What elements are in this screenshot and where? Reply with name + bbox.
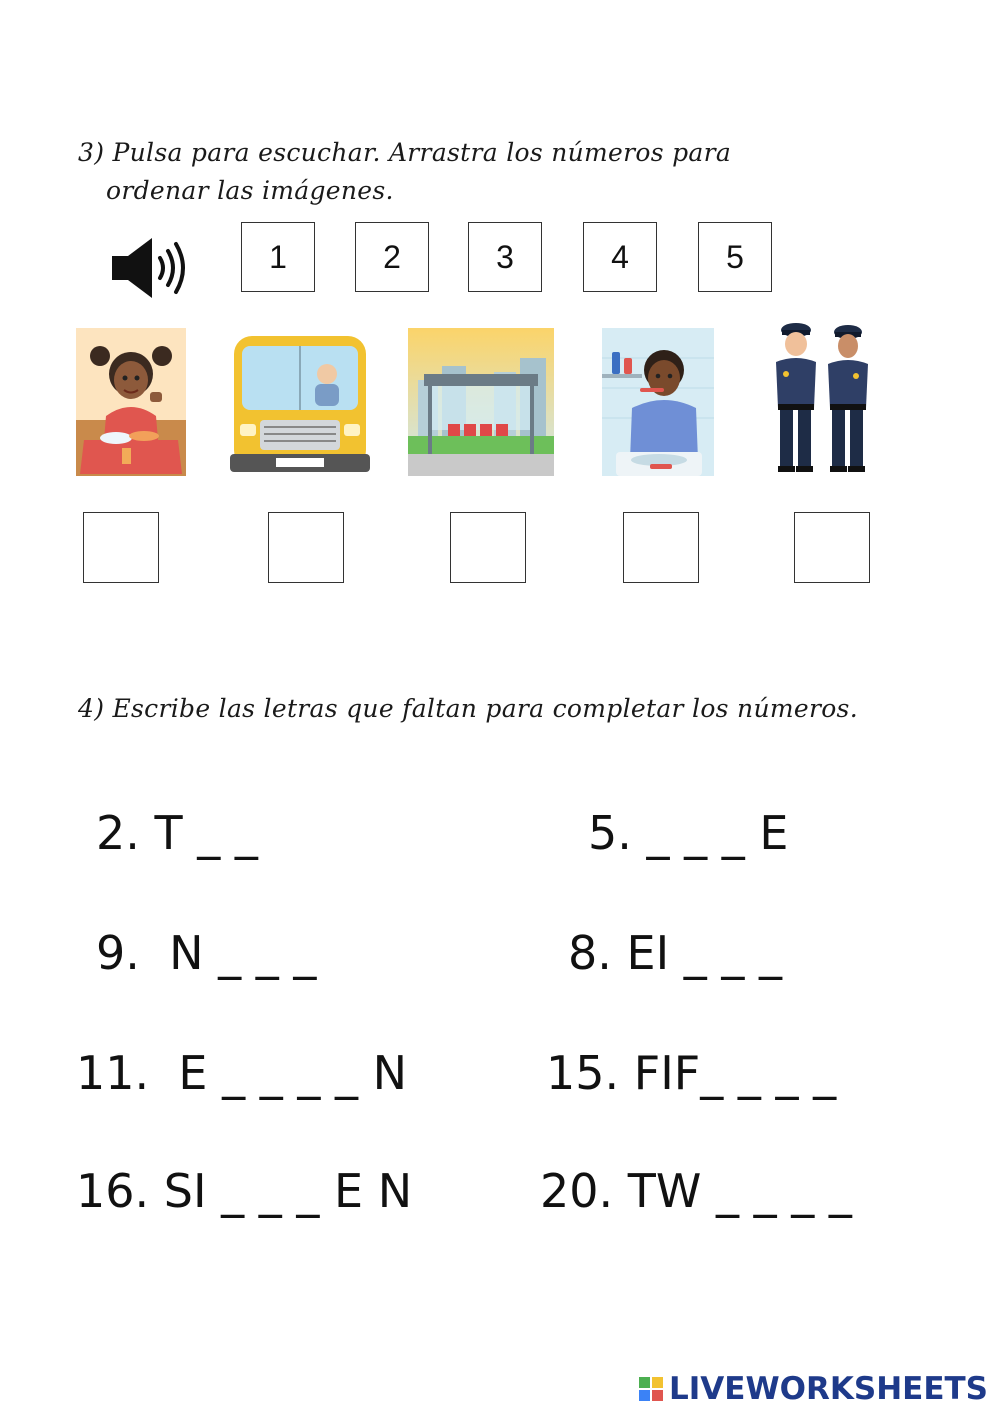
bus-stop-image bbox=[408, 328, 554, 476]
speaker-icon[interactable] bbox=[108, 236, 188, 300]
school-bus-image bbox=[230, 328, 370, 476]
fill-item-20[interactable]: 20. TW _ _ _ _ bbox=[540, 1164, 852, 1218]
number-tile-4[interactable]: 4 bbox=[583, 222, 657, 292]
police-officers-image bbox=[766, 318, 874, 474]
answer-box-1[interactable] bbox=[83, 512, 159, 583]
exercise3-line2: ordenar las imágenes. bbox=[106, 176, 394, 205]
exercise3-number: 3) bbox=[78, 138, 105, 167]
exercise4-instruction: 4) Escribe las letras que faltan para completar los números. bbox=[78, 694, 858, 723]
fill-item-5[interactable]: 5. _ _ _ E bbox=[588, 806, 789, 860]
fill-item-9[interactable]: 9. N _ _ _ bbox=[96, 926, 317, 980]
fill-item-16[interactable]: 16. SI _ _ _ E N bbox=[76, 1164, 413, 1218]
boy-brushing-teeth-image bbox=[602, 328, 714, 476]
answer-box-3[interactable] bbox=[450, 512, 526, 583]
brand-name: LIVEWORKSHEETS bbox=[669, 1371, 988, 1407]
answer-box-5[interactable] bbox=[794, 512, 870, 583]
number-tile-5[interactable]: 5 bbox=[698, 222, 772, 292]
fill-item-2[interactable]: 2. T _ _ bbox=[96, 806, 258, 860]
number-tile-2[interactable]: 2 bbox=[355, 222, 429, 292]
girl-eating-breakfast-image bbox=[76, 328, 186, 476]
number-tile-1[interactable]: 1 bbox=[241, 222, 315, 292]
number-tile-3[interactable]: 3 bbox=[468, 222, 542, 292]
liveworksheets-logo bbox=[639, 1371, 988, 1407]
fill-item-8[interactable]: 8. EI _ _ _ bbox=[568, 926, 783, 980]
answer-box-4[interactable] bbox=[623, 512, 699, 583]
answer-box-2[interactable] bbox=[268, 512, 344, 583]
exercise3-instruction bbox=[78, 134, 731, 210]
exercise3-line1: Pulsa para escuchar. Arrastra los números para bbox=[112, 138, 732, 167]
fill-item-15[interactable]: 15. FIF_ _ _ _ bbox=[546, 1046, 837, 1100]
fill-item-11[interactable]: 11. E _ _ _ _ N bbox=[76, 1046, 407, 1100]
liveworksheets-mark-icon bbox=[639, 1377, 663, 1401]
